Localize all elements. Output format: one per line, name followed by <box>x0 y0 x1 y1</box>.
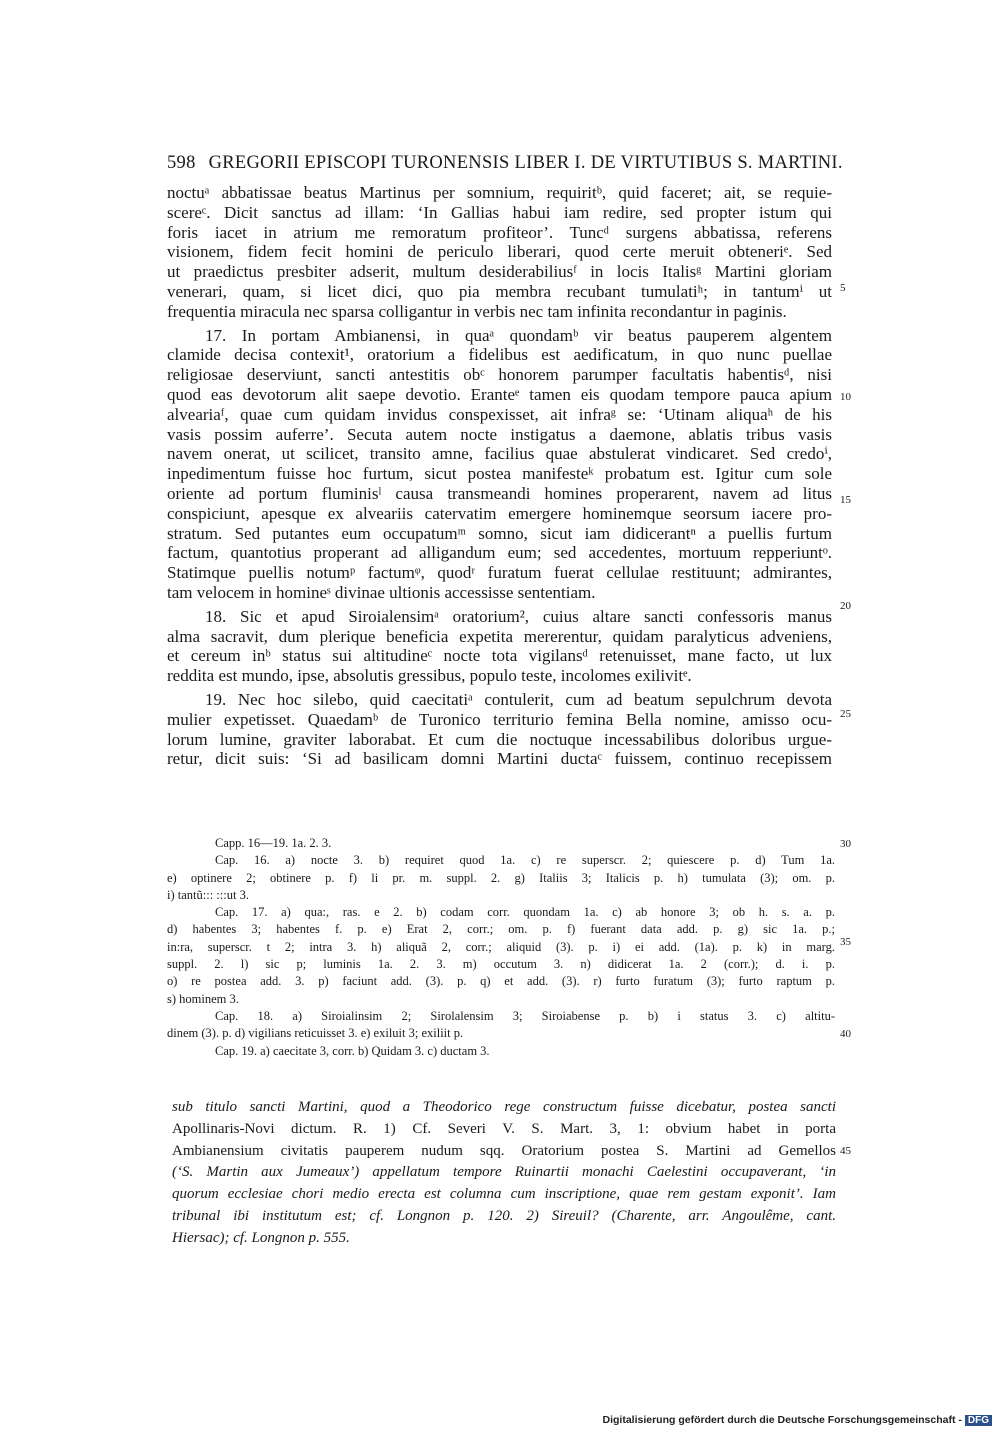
text-line: stratum. Sed putantes eum occupatumᵐ somno, sicut iam didicerantⁿ a puellis furtum <box>167 523 832 543</box>
line-number: 45 <box>840 1145 851 1157</box>
chapter-17-start: 17. In portam Ambianensi, in quaᵃ quondamᵇ vir beatus pauperem algentem <box>205 325 832 345</box>
apparatus-line: o) re postea add. 3. p) faciunt add. (3). p. q) et add. (3). r) furto furatum (3); furto raptum p. <box>167 974 835 989</box>
text-line: religiosae deserviunt, sancti antestitis obᶜ honorem parumper facultatis habentisᵈ, nisi <box>167 365 832 385</box>
line-number: 20 <box>840 600 851 612</box>
apparatus-line: d) habentes 3; habentes f. p. e) Erat 2, corr.; om. p. f) fuerant data add. p. g) sic 1a. p.; <box>167 922 835 937</box>
line-number: 15 <box>840 494 851 506</box>
line-number: 10 <box>840 391 851 403</box>
footnote-line: Hiersac); cf. Longnon p. 555. <box>172 1229 350 1246</box>
footnote-line: Apollinaris-Novi dictum. R. 1) Cf. Severi V. S. Mart. 3, 1: obvium habet in porta <box>172 1120 836 1137</box>
text-line: foris iacet in atrium me remoratum profiteor’. Tuncᵈ surgens abbatissa, referens <box>167 222 832 242</box>
text-line: conspiciunt, apesque ex alveariis catervatim emergere hominemque seorsum iacere pro- <box>167 503 832 523</box>
line-number: 35 <box>840 936 851 948</box>
running-title: GREGORII EPISCOPI TURONENSIS LIBER I. DE VIRTUTIBUS S. MARTINI. <box>208 153 843 173</box>
text-line: alma sacravit, dum plerique beneficia expetita mererentur, quidam paralyticus adveniens, <box>167 626 832 646</box>
text-line: vasis possim auferre’. Secuta autem nocte instigatus a daemone, ablatis tribus vasis <box>167 424 832 444</box>
line-number: 5 <box>840 282 846 294</box>
text-line: clamide decisa contexit¹, oratorium a fidelibus est aedificatum, in quo nunc puellae <box>167 345 832 365</box>
text-line: reddita est mundo, ipse, absolutis gressibus, populo teste, incolomes exilivitᵉ. <box>167 666 692 686</box>
text-line: mulier expetisset. Quaedamᵇ de Turonico territurio femina Bella nomine, amisso ocu- <box>167 709 832 729</box>
text-line: oriente ad portum fluminisˡ causa transmeandi homines properarent, navem ad litus <box>167 483 832 503</box>
line-number: 40 <box>840 1028 851 1040</box>
apparatus-line: suppl. 2. l) sic p; luminis 1a. 2. 3. m) occutum 3. n) didicerat 1a. 2 (corr.); d. i. p. <box>167 957 835 972</box>
apparatus-line: Capp. 16—19. 1a. 2. 3. <box>215 836 332 850</box>
text-line: ut praedictus presbiter adserit, multum desiderabiliusᶠ in locis Italisᵍ Martini gloriam <box>167 262 832 282</box>
text-line: Statimque puellis notumᵖ factumᵠ, quodʳ furatum fuerat cellulae restituunt; admirantes, <box>167 563 832 583</box>
text-line: scereᶜ. Dicit sanctus ad illam: ‘In Gallias habui iam redire, sed propter istum qui <box>167 202 832 222</box>
text-line: navem onerat, ut scilicet, transito amne, facilius quae abstulerat vindicaret. Sed credoⁱ, <box>167 444 832 464</box>
footnote-line: tribunal ibi institutum est; cf. Longnon p. 120. 2) Sireuil? (Charente, arr. Angoulême, cant. <box>172 1207 836 1224</box>
text-line: et cereum inᵇ status sui altitudineᶜ nocte tota vigilansᵈ retenuisset, mane facto, ut lux <box>167 646 832 666</box>
page-number: 598 <box>167 153 196 173</box>
text-line: venerari, quam, si licet dici, quo pia membra recubant tumulatiʰ; in tantumⁱ ut <box>167 281 832 301</box>
footnotes <box>172 1097 836 1250</box>
critical-apparatus <box>167 835 835 1060</box>
apparatus-line: Cap. 16. a) nocte 3. b) requiret quod 1a. c) re superscr. 2; quiescere p. d) Tum 1a. <box>215 853 835 868</box>
apparatus-line: in:ra, superscr. t 2; intra 3. h) aliquã 2, corr.; aliquid (3). p. i) ei add. (1a). p. k) in marg. <box>167 939 835 954</box>
text-line: frequentia miracula nec sparsa colligantur in verbis nec tam infinita recondantur in paginis. <box>167 301 787 321</box>
page-header <box>167 153 843 174</box>
text-line: quod eas devotorum alit saepe devotio. Eranteᵉ tamen eis quodam tempore pauca apium <box>167 384 832 404</box>
text-line: factum, quantotius properant ad alligandum eum; sed accedentes, mortuum repperiuntᵒ. <box>167 543 832 563</box>
chapter-18-start: 18. Sic et apud Siroialensimᵃ oratorium², cuius altare sancti confessoris manus <box>205 606 832 626</box>
dfg-logo: DFG <box>965 1415 992 1426</box>
text-line: noctuᵃ abbatissae beatus Martinus per somnium, requiritᵇ, quid faceret; ait, se requie- <box>167 183 832 202</box>
apparatus-line: Cap. 17. a) qua:, ras. e 2. b) codam corr. quondam 1a. c) ab honore 3; ob h. s. a. p. <box>215 905 835 920</box>
footnote-line: Ambianensium civitatis pauperem nudum sqq. Oratorium postea S. Martini ad Gemellos <box>172 1142 836 1159</box>
text-line: inpedimentum fuisse hoc furtum, sicut postea manifesteᵏ probatum est. Igitur cum sole <box>167 464 832 484</box>
text-line: visionem, fidem fecit homini de periculo liberari, quod certe meruit obteneriᵉ. Sed <box>167 242 832 262</box>
footnote-line: sub titulo sancti Martini, quod a Theodorico rege constructum fuisse dicebatur, postea sancti <box>172 1099 836 1115</box>
apparatus-line: e) optinere 2; obtinere p. f) li pr. m. suppl. 2. g) Italiis 3; Italicis p. h) tumulata (3); om. p. <box>167 870 835 885</box>
text-line: lorum lumine, graviter laborabat. Et cum die noctuque incessabilibus doloribus urgue- <box>167 729 832 749</box>
line-number: 25 <box>840 708 851 720</box>
digitization-credit <box>603 1414 993 1426</box>
footnote-line: quorum ecclesiae chori medio erecta est columna cum inscriptione, quae rem gestam exponit’. Iam <box>172 1186 836 1203</box>
main-text <box>167 183 832 769</box>
apparatus-line: dinem (3). p. d) vigilians reticuisset 3. e) exiluit 3; exiliit p. <box>167 1026 464 1041</box>
apparatus-line: Cap. 18. a) Siroialinsim 2; Sirolalensim 3; Siroiabense p. b) i status 3. c) altitu- <box>215 1008 835 1023</box>
footnote-line: (‘S. Martin aux Jumeaux’) appellatum tempore Ruinartii monachi Caelestini occupaverant, ‘in <box>172 1164 836 1181</box>
credit-text: Digitalisierung gefördert durch die Deutsche Forschungsgemeinschaft - <box>602 1414 962 1426</box>
apparatus-line: i) tantũ::: :::ut 3. <box>167 887 249 902</box>
text-line: tam velocem in homineˢ divinae ultionis accessisse sententiam. <box>167 582 596 602</box>
apparatus-line: s) hominem 3. <box>167 991 239 1006</box>
line-number: 30 <box>840 838 851 850</box>
text-line: retur, dicit suis: ‘Si ad basilicam domni Martini ductaᶜ fuissem, continuo recepissem <box>167 749 832 769</box>
apparatus-line: Cap. 19. a) caecitate 3, corr. b) Quidam 3. c) ductam 3. <box>215 1043 490 1058</box>
text-line: alveariaᶠ, quae cum quidam invidus conspexisset, ait infraᵍ se: ‘Utinam aliquaʰ de his <box>167 404 832 424</box>
chapter-19-start: 19. Nec hoc silebo, quid caecitatiᵃ contulerit, cum ad beatum sepulchrum devota <box>205 689 832 709</box>
